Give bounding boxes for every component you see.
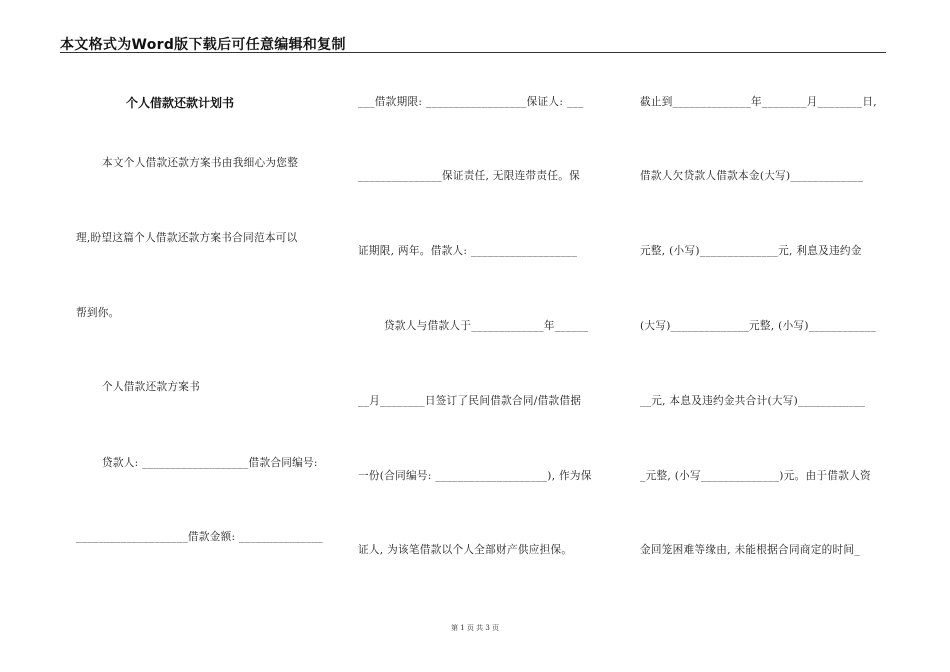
paragraph-line: 截止到______________年________月________日,: [640, 96, 877, 108]
paragraph-line: ____________________借款金额: _______________: [76, 531, 324, 543]
paragraph-line: _元整, (小写______________)元。由于借款人资: [640, 470, 871, 482]
paragraph-line: 元整, (小写)______________元, 利息及违约金: [640, 245, 862, 257]
paragraph-line: 证人, 为该笔借款以个人全部财产供应担保。: [358, 544, 573, 556]
paragraph-line: (大写)______________元整, (小写)____________: [640, 320, 876, 332]
paragraph-line: 贷款人与借款人于_____________年______: [384, 320, 589, 332]
paragraph-line: _______________保证责任, 无限连带责任。保: [358, 170, 581, 182]
paragraph-line: 金回笼困难等缘由, 未能根据合同商定的时间_: [640, 544, 860, 556]
document-banner: 本文格式为Word版下载后可任意编辑和复制: [60, 37, 346, 53]
document-title: 个人借款还款计划书: [126, 96, 235, 110]
paragraph-line: __月________日签订了民间借款合同/借款借据: [358, 395, 582, 407]
paragraph-line: ___借款期限: __________________保证人: ___: [358, 96, 584, 108]
paragraph-line: 本文个人借款还款方案书由我细心为您整: [102, 157, 299, 169]
paragraph-line: 帮到你。: [76, 307, 120, 319]
paragraph-line: 证期限, 两年。借款人: ___________________: [358, 245, 578, 257]
section-heading: 个人借款还款方案书: [102, 381, 201, 393]
paragraph-line: __元, 本息及违约金共合计(大写)____________: [640, 395, 866, 407]
paragraph-line: 一份(合同编号: ____________________), 作为保: [358, 470, 592, 482]
paragraph-line: 贷款人: ___________________借款合同编号:: [102, 457, 318, 469]
paragraph-line: 借款人欠贷款人借款本金(大写)_____________: [640, 170, 864, 182]
paragraph-line: 理,盼望这篇个人借款还款方案书合同范本可以: [76, 232, 298, 244]
banner-divider: [60, 52, 886, 53]
page-indicator: 第 1 页 共 3 页: [450, 624, 500, 632]
